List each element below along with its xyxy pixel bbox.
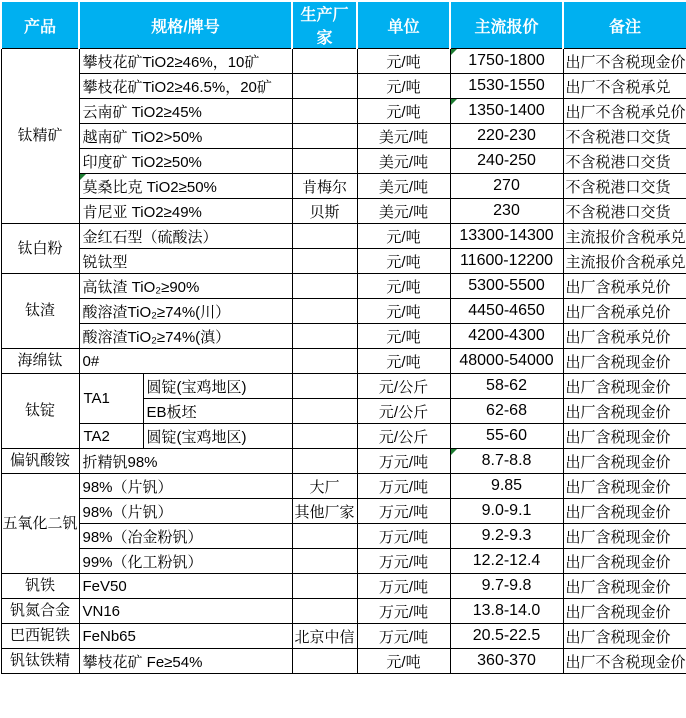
- price-cell: 4200-4300: [450, 324, 563, 349]
- manufacturer-cell: [292, 524, 357, 549]
- manufacturer-cell: [292, 399, 357, 424]
- product-cell: 钛白粉: [1, 224, 79, 274]
- unit-cell: 元/公斤: [357, 424, 450, 449]
- unit-cell: 万元/吨: [357, 524, 450, 549]
- header-note: 备注: [563, 1, 686, 49]
- manufacturer-cell: 大厂: [292, 474, 357, 499]
- manufacturer-cell: [292, 374, 357, 399]
- table-row: [1, 549, 686, 574]
- unit-cell: 元/公斤: [357, 374, 450, 399]
- unit-cell: 元/公斤: [357, 399, 450, 424]
- table-row: [1, 74, 686, 99]
- header-price: 主流报价: [450, 1, 563, 49]
- note-cell: 出厂含税现金价: [563, 574, 686, 599]
- header-spec: 规格/牌号: [79, 1, 292, 49]
- price-cell: 9.2-9.3: [450, 524, 563, 549]
- spec-cell: 印度矿 TiO2≥50%: [79, 149, 292, 174]
- price-cell: 1530-1550: [450, 74, 563, 99]
- unit-cell: 元/吨: [357, 74, 450, 99]
- spec-cell: 折精钒98%: [79, 449, 292, 474]
- note-cell: 出厂含税现金价: [563, 349, 686, 374]
- spec-cell: 98%（片钒）: [79, 474, 292, 499]
- price-cell: 5300-5500: [450, 274, 563, 299]
- product-cell: 偏钒酸铵: [1, 449, 79, 474]
- spec-grade-cell: TA1: [79, 374, 143, 424]
- table-row: [1, 574, 686, 599]
- manufacturer-cell: [292, 74, 357, 99]
- note-cell: 出厂含税现金价: [563, 374, 686, 399]
- price-cell: 13.8-14.0: [450, 599, 563, 624]
- manufacturer-cell: 贝斯: [292, 199, 357, 224]
- spec-cell: VN16: [79, 599, 292, 624]
- unit-cell: 美元/吨: [357, 149, 450, 174]
- manufacturer-cell: [292, 449, 357, 474]
- unit-cell: 万元/吨: [357, 574, 450, 599]
- note-cell: 不含税港口交货: [563, 124, 686, 149]
- spec-cell: 攀枝花矿 Fe≥54%: [79, 649, 292, 674]
- note-cell: 出厂含税承兑价: [563, 274, 686, 299]
- product-cell: 海绵钛: [1, 349, 79, 374]
- price-value: 1750-1800: [468, 52, 545, 69]
- note-cell: 不含税港口交货: [563, 199, 686, 224]
- spec-cell: 攀枝花矿TiO2≥46%，10矿: [79, 49, 292, 74]
- note-cell: 出厂含税承兑价: [563, 324, 686, 349]
- table-row: [1, 224, 686, 249]
- table-row: [1, 274, 686, 299]
- table-row: [1, 324, 686, 349]
- spec-form-cell: 圆锭(宝鸡地区): [143, 424, 292, 449]
- price-value: 8.7-8.8: [481, 452, 532, 469]
- spec-cell: 高钛渣 TiO₂≥90%: [79, 274, 292, 299]
- unit-cell: 万元/吨: [357, 549, 450, 574]
- price-cell: 20.5-22.5: [450, 624, 563, 649]
- manufacturer-cell: 北京中信: [292, 624, 357, 649]
- spec-cell: 99%（化工粉钒）: [79, 549, 292, 574]
- manufacturer-cell: [292, 574, 357, 599]
- manufacturer-cell: [292, 649, 357, 674]
- price-cell: [450, 99, 563, 124]
- price-cell: 9.85: [450, 474, 563, 499]
- note-cell: 出厂不含税现金价: [563, 49, 686, 74]
- price-cell: 270: [450, 174, 563, 199]
- price-cell: 11600-12200: [450, 249, 563, 274]
- spec-cell: 98%（冶金粉钒）: [79, 524, 292, 549]
- price-cell: 240-250: [450, 149, 563, 174]
- table-row: [1, 449, 686, 474]
- price-cell: 55-60: [450, 424, 563, 449]
- price-cell: [450, 449, 563, 474]
- table-row: [1, 374, 686, 399]
- manufacturer-cell: [292, 49, 357, 74]
- product-cell: 巴西铌铁: [1, 624, 79, 649]
- table-row: [1, 249, 686, 274]
- unit-cell: 元/吨: [357, 299, 450, 324]
- table-row: [1, 299, 686, 324]
- table-row: [1, 599, 686, 624]
- manufacturer-cell: [292, 224, 357, 249]
- manufacturer-cell: [292, 274, 357, 299]
- note-cell: 出厂含税承兑价: [563, 299, 686, 324]
- table-row: [1, 99, 686, 124]
- spec-cell: 0#: [79, 349, 292, 374]
- spec-grade-cell: TA2: [79, 424, 143, 449]
- table-row: [1, 349, 686, 374]
- unit-cell: 美元/吨: [357, 124, 450, 149]
- product-cell: 五氧化二钒: [1, 474, 79, 574]
- table-row: [1, 49, 686, 74]
- comment-marker-icon: [80, 174, 86, 180]
- unit-cell: 元/吨: [357, 49, 450, 74]
- unit-cell: 元/吨: [357, 249, 450, 274]
- manufacturer-cell: 其他厂家: [292, 499, 357, 524]
- note-cell: 主流报价含税承兑: [563, 249, 686, 274]
- manufacturer-cell: [292, 549, 357, 574]
- unit-cell: 元/吨: [357, 99, 450, 124]
- manufacturer-cell: [292, 324, 357, 349]
- product-cell: 钛精矿: [1, 49, 79, 224]
- spec-value: 莫桑比克 TiO2≥50%: [82, 178, 217, 196]
- manufacturer-cell: [292, 249, 357, 274]
- price-cell: 9.7-9.8: [450, 574, 563, 599]
- note-cell: 出厂含税现金价: [563, 474, 686, 499]
- manufacturer-cell: 肯梅尔: [292, 174, 357, 199]
- note-cell: 出厂不含税承兑: [563, 74, 686, 99]
- price-cell: 13300-14300: [450, 224, 563, 249]
- table-row: [1, 524, 686, 549]
- spec-cell: 肯尼亚 TiO2≥49%: [79, 199, 292, 224]
- product-cell: 钒铁: [1, 574, 79, 599]
- comment-marker-icon: [451, 449, 457, 455]
- manufacturer-cell: [292, 149, 357, 174]
- unit-cell: 万元/吨: [357, 499, 450, 524]
- spec-cell: 越南矿 TiO2>50%: [79, 124, 292, 149]
- spec-cell: 金红石型（硫酸法）: [79, 224, 292, 249]
- spec-cell: [79, 174, 292, 199]
- table-row: [1, 174, 686, 199]
- price-cell: 58-62: [450, 374, 563, 399]
- product-cell: 钛渣: [1, 274, 79, 349]
- unit-cell: 元/吨: [357, 274, 450, 299]
- manufacturer-cell: [292, 299, 357, 324]
- price-cell: [450, 49, 563, 74]
- spec-cell: FeV50: [79, 574, 292, 599]
- note-cell: 出厂含税现金价: [563, 599, 686, 624]
- spec-cell: 98%（片钒）: [79, 499, 292, 524]
- spec-cell: 锐钛型: [79, 249, 292, 274]
- note-cell: 出厂含税现金价: [563, 424, 686, 449]
- spec-cell: 云南矿 TiO2≥45%: [79, 99, 292, 124]
- table-row: [1, 499, 686, 524]
- header-product: 产品: [1, 1, 79, 49]
- unit-cell: 美元/吨: [357, 199, 450, 224]
- spec-form-cell: 圆锭(宝鸡地区): [143, 374, 292, 399]
- spec-cell: 酸溶渣TiO₂≥74%(滇）: [79, 324, 292, 349]
- table-row: [1, 474, 686, 499]
- unit-cell: 万元/吨: [357, 474, 450, 499]
- unit-cell: 元/吨: [357, 349, 450, 374]
- manufacturer-cell: [292, 124, 357, 149]
- unit-cell: 元/吨: [357, 224, 450, 249]
- price-cell: 230: [450, 199, 563, 224]
- manufacturer-cell: [292, 349, 357, 374]
- note-cell: 出厂含税现金价: [563, 449, 686, 474]
- table-row: [1, 624, 686, 649]
- note-cell: 不含税港口交货: [563, 174, 686, 199]
- note-cell: 出厂不含税现金价: [563, 649, 686, 674]
- manufacturer-cell: [292, 424, 357, 449]
- note-cell: 出厂不含税承兑价: [563, 99, 686, 124]
- unit-cell: 元/吨: [357, 649, 450, 674]
- spec-form-cell: EB板坯: [143, 399, 292, 424]
- unit-cell: 美元/吨: [357, 174, 450, 199]
- product-cell: 钒钛铁精: [1, 649, 79, 674]
- price-cell: 12.2-12.4: [450, 549, 563, 574]
- header-manufacturer: 生产厂家: [292, 1, 357, 49]
- table-row: [1, 424, 686, 449]
- note-cell: 出厂含税现金价: [563, 549, 686, 574]
- unit-cell: 元/吨: [357, 324, 450, 349]
- price-cell: 220-230: [450, 124, 563, 149]
- manufacturer-cell: [292, 99, 357, 124]
- comment-marker-icon: [451, 49, 457, 55]
- spec-cell: FeNb65: [79, 624, 292, 649]
- price-cell: 9.0-9.1: [450, 499, 563, 524]
- price-cell: 360-370: [450, 649, 563, 674]
- header-unit: 单位: [357, 1, 450, 49]
- note-cell: 主流报价含税承兑: [563, 224, 686, 249]
- spec-cell: 酸溶渣TiO₂≥74%(川）: [79, 299, 292, 324]
- table-row: [1, 149, 686, 174]
- manufacturer-cell: [292, 599, 357, 624]
- header-row: [1, 1, 686, 49]
- note-cell: 不含税港口交货: [563, 149, 686, 174]
- comment-marker-icon: [451, 99, 457, 105]
- price-cell: 62-68: [450, 399, 563, 424]
- price-value: 1350-1400: [468, 102, 545, 119]
- table-row: [1, 649, 686, 674]
- product-cell: 钒氮合金: [1, 599, 79, 624]
- price-cell: 4450-4650: [450, 299, 563, 324]
- note-cell: 出厂含税现金价: [563, 524, 686, 549]
- spec-cell: 攀枝花矿TiO2≥46.5%，20矿: [79, 74, 292, 99]
- unit-cell: 万元/吨: [357, 624, 450, 649]
- unit-cell: 万元/吨: [357, 449, 450, 474]
- note-cell: 出厂含税现金价: [563, 624, 686, 649]
- table-row: [1, 199, 686, 224]
- unit-cell: 万元/吨: [357, 599, 450, 624]
- price-cell: 48000-54000: [450, 349, 563, 374]
- note-cell: 出厂含税现金价: [563, 399, 686, 424]
- note-cell: 出厂含税现金价: [563, 499, 686, 524]
- table-row: [1, 124, 686, 149]
- product-cell: 钛锭: [1, 374, 79, 449]
